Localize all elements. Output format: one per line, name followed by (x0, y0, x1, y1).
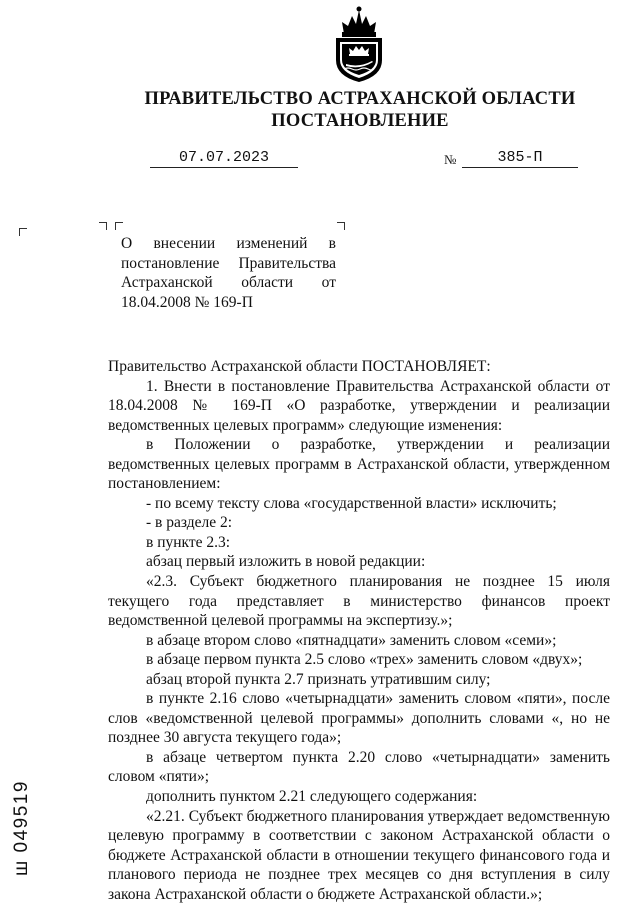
document-type: ПОСТАНОВЛЕНИЕ (271, 111, 449, 131)
number-label: № (444, 152, 457, 167)
margin-bracket-right (99, 222, 107, 230)
paragraph: в Положении о разработке, утверждении и реализации ведомственных целевых программ в Астраханской области, утвержденном постановлением: (108, 436, 610, 493)
document-number: 385-П (462, 149, 578, 168)
paragraph: «2.3. Субъект бюджетного планирования не позднее 15 июля текущего года представляет в министерство финансов проект ведомственной целевой программы на экспертизу.»; (108, 573, 610, 630)
serial-number: ш 049519 (11, 780, 32, 876)
document-date: 07.07.2023 (150, 149, 298, 168)
document-header (0, 88, 640, 132)
paragraph: абзац второй пункта 2.7 признать утратившим силу; (146, 670, 491, 688)
paragraph: дополнить пунктом 2.21 следующего содержания: (146, 788, 478, 806)
subject-bracket-left (115, 222, 123, 230)
margin-bracket-left (19, 228, 27, 236)
paragraph: в пункте 2.3: (146, 533, 231, 551)
paragraph: - в разделе 2: (146, 514, 233, 532)
paragraph: 1. Внести в постановление Правительства Астраханской области от 18.04.2008 № 169-П «О разработке, утверждении и реализации ведомственных целевых программ» следующие изменения: (108, 377, 610, 434)
subject-bracket-right (337, 222, 345, 230)
paragraph: - по всему тексту слова «государственной власти» исключить; (146, 494, 557, 512)
paragraph: абзац первый изложить в новой редакции: (146, 553, 426, 571)
coat-of-arms-icon (330, 6, 388, 84)
paragraph: в абзаце втором слово «пятнадцати» заменить словом «семи»; (146, 631, 557, 649)
paragraph: в абзаце четвертом пункта 2.20 слово «четырнадцати» заменить словом «пяти»; (108, 748, 610, 786)
organization-title: ПРАВИТЕЛЬСТВО АСТРАХАНСКОЙ ОБЛАСТИ (144, 89, 576, 109)
document-body (108, 357, 610, 904)
document-subject: О внесении изменений в постановление Правительства Астраханской области от 18.04.2008 № 169-П (121, 235, 336, 311)
paragraph: в абзаце первом пункта 2.5 слово «трех» заменить словом «двух»; (146, 651, 583, 669)
paragraph: в пункте 2.16 слово «четырнадцати» заменить словом «пяти», после слов «ведомственной целевой программы» дополнить словами «, но не позднее 30 августа текущего года»; (108, 690, 610, 747)
paragraph: «2.21. Субъект бюджетного планирования утверждает ведомственную целевую программу в соответствии с законом Астраханской области о бюджете Астраханской области в отношении текущего финансового года и планового периода не позднее трех месяцев со дня вступления в силу закона Астраханской области о бюджете Астраханской области.»; (108, 807, 610, 903)
preamble: Правительство Астраханской области ПОСТАНОВЛЯЕТ: (108, 358, 491, 375)
